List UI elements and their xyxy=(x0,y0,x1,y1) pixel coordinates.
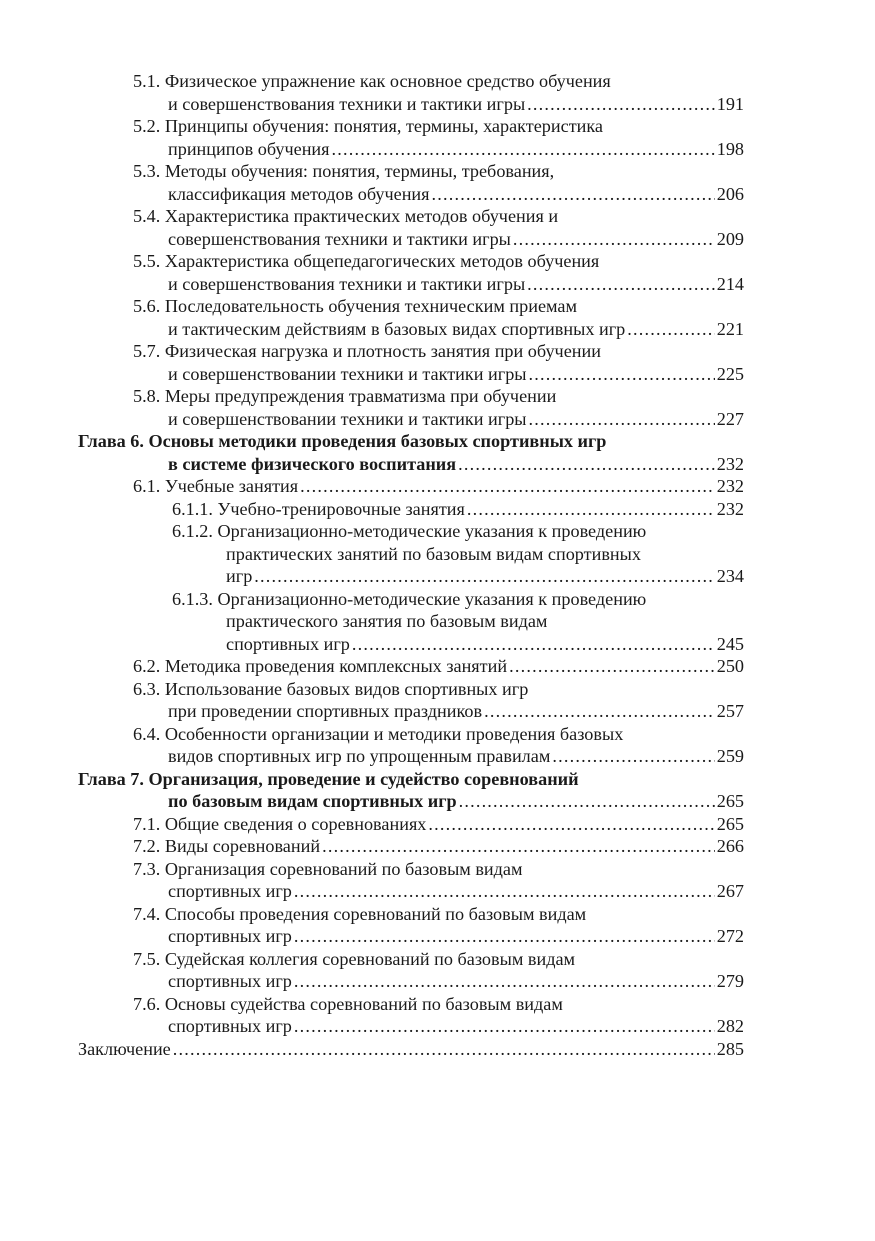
toc-line xyxy=(168,970,744,993)
toc-line xyxy=(226,633,744,656)
toc-line xyxy=(133,835,744,858)
toc-entry-number: 7.1. xyxy=(133,813,161,834)
toc-entry-number: 5.4. xyxy=(133,206,161,226)
toc-entry-number: 5.7. xyxy=(133,341,161,361)
toc-line xyxy=(172,520,744,543)
toc-page-number: 250 xyxy=(716,656,744,676)
toc-entry-heading xyxy=(133,251,599,271)
toc-entry xyxy=(0,835,875,858)
toc-line xyxy=(133,295,744,318)
toc-page-number: 272 xyxy=(716,926,744,946)
dot-leader xyxy=(552,745,714,768)
toc-page-number: 285 xyxy=(716,1038,744,1059)
toc-entry-title: Виды соревнований xyxy=(164,836,321,856)
toc-entry-title: видов спортивных игр по упрощенным правилам xyxy=(168,746,551,766)
toc-entry-heading xyxy=(78,431,606,451)
toc-entry-title: Организационно-методические указания к проведению xyxy=(217,521,647,541)
toc-entry-heading xyxy=(133,904,586,924)
toc-page-number: 232 xyxy=(716,498,744,519)
toc-line xyxy=(133,813,744,836)
toc-entry-title: принципов обучения xyxy=(168,138,330,159)
toc-page-number: 259 xyxy=(716,746,744,766)
toc-entry-title: в системе физического воспитания xyxy=(168,453,457,474)
dot-leader xyxy=(432,183,715,206)
toc-entry-title: Способы проведения соревнований по базовым видам xyxy=(164,903,587,924)
toc-entry-heading xyxy=(172,498,465,521)
dot-leader xyxy=(509,655,715,678)
toc-entry xyxy=(0,498,875,521)
toc-page-number: 232 xyxy=(716,476,744,496)
toc-entry-number: 6.3. xyxy=(133,678,161,699)
toc-entry xyxy=(0,858,875,903)
toc-entry-number: Глава 6. xyxy=(78,431,144,451)
dot-leader xyxy=(484,700,715,723)
toc-line xyxy=(133,678,744,701)
toc-page-number: 232 xyxy=(716,453,744,474)
toc-page-number: 209 xyxy=(716,228,744,249)
toc-entry-title: и совершенствовании техники и тактики игры xyxy=(168,363,527,384)
toc-entry-number: 6.1.2. xyxy=(172,521,213,541)
toc-line xyxy=(168,138,744,161)
toc-entry-number: Глава 7. xyxy=(78,768,144,789)
toc-entry-title: спортивных игр xyxy=(168,926,292,946)
toc-entry xyxy=(0,813,875,836)
dot-leader xyxy=(529,408,715,431)
toc-line xyxy=(168,700,744,723)
toc-entry-title: Меры предупреждения травматизма при обучении xyxy=(164,386,557,406)
toc-line xyxy=(133,70,744,93)
toc-entry xyxy=(0,70,875,115)
toc-entry xyxy=(0,588,875,656)
toc-entry-number: 6.1. xyxy=(133,476,161,496)
toc-entry-heading xyxy=(133,475,298,498)
toc-line xyxy=(133,948,744,971)
toc-entry-title: спортивных игр xyxy=(226,633,350,654)
dot-leader xyxy=(428,813,714,836)
toc-page-number: 245 xyxy=(716,633,744,654)
dot-leader xyxy=(173,1038,715,1061)
dot-leader xyxy=(322,835,715,858)
dot-leader xyxy=(527,93,715,116)
toc-line xyxy=(168,183,744,206)
dot-leader xyxy=(529,363,715,386)
toc-line xyxy=(133,160,744,183)
toc-entry-heading xyxy=(133,835,320,858)
toc-entry-title: Общие сведения о соревнованиях xyxy=(164,813,427,834)
toc-page-number: 266 xyxy=(716,836,744,856)
toc-entry-title: Характеристика общепедагогических методов обучения xyxy=(164,251,600,271)
toc-entry-number: 6.1.3. xyxy=(172,588,213,609)
toc-entry-heading xyxy=(172,589,646,609)
toc-entry-heading xyxy=(133,994,563,1014)
toc-entry xyxy=(0,205,875,250)
toc-entry-heading xyxy=(133,949,575,969)
toc-entry-title: Последовательность обучения техническим приемам xyxy=(164,296,577,316)
toc-entry-heading xyxy=(133,206,558,226)
toc-page-number: 206 xyxy=(716,183,744,204)
toc-entry-title: Основы методики проведения базовых спортивных игр xyxy=(148,431,607,451)
toc-line xyxy=(226,610,744,633)
toc-entry-title: и совершенствовании техники и тактики игры xyxy=(168,408,527,429)
toc-line xyxy=(226,543,744,566)
toc-entry xyxy=(0,903,875,948)
toc-entry-heading xyxy=(172,521,646,541)
toc-entry-title: Особенности организации и методики проведения базовых xyxy=(164,723,624,744)
toc-page-number: 265 xyxy=(716,813,744,834)
toc-entry-title: Заключение xyxy=(78,1038,171,1059)
toc-entry-number: 5.6. xyxy=(133,296,161,316)
toc-entry-number: 6.2. xyxy=(133,656,161,676)
dot-leader xyxy=(527,273,715,296)
toc-entry xyxy=(0,520,875,588)
toc-entry-number: 7.3. xyxy=(133,858,161,879)
toc-page-number: 279 xyxy=(716,971,744,991)
dot-leader xyxy=(458,453,715,476)
toc-entry-number: 6.1.1. xyxy=(172,498,213,519)
toc-entry xyxy=(0,250,875,295)
toc-line xyxy=(168,93,744,116)
dot-leader xyxy=(459,790,715,813)
toc-chapter-entry xyxy=(0,768,875,813)
toc-line xyxy=(133,993,744,1016)
toc-entry xyxy=(0,295,875,340)
toc-entry-number: 7.6. xyxy=(133,993,161,1014)
toc-entry-heading xyxy=(133,679,528,699)
dot-leader xyxy=(467,498,715,521)
toc-line xyxy=(168,273,744,296)
toc-entry-title: Основы судейства соревнований по базовым видам xyxy=(164,993,563,1014)
toc-entry-title: и совершенствования техники и тактики игры xyxy=(168,273,526,294)
toc-entry-title: совершенствования техники и тактики игры xyxy=(168,228,511,249)
toc-entry xyxy=(0,1038,875,1061)
toc-line xyxy=(133,250,744,273)
dot-leader xyxy=(294,970,715,993)
toc-entry-title: игр xyxy=(226,566,253,586)
dot-leader xyxy=(627,318,714,341)
toc-page-number: 221 xyxy=(716,318,744,339)
toc-entry xyxy=(0,655,875,678)
toc-line xyxy=(168,790,744,813)
toc-entry-title: Методы обучения: понятия, термины, требования, xyxy=(164,161,555,181)
toc-entry xyxy=(0,385,875,430)
toc-line xyxy=(226,565,744,588)
toc-entry-title: Учебные занятия xyxy=(164,476,299,496)
toc-entry-title: по базовым видам спортивных игр xyxy=(168,791,457,811)
toc-entry-heading xyxy=(133,859,523,879)
dot-leader xyxy=(513,228,715,251)
toc-entry-title: спортивных игр xyxy=(168,881,292,901)
toc-entry-number: 5.1. xyxy=(133,71,161,91)
toc-line xyxy=(133,340,744,363)
toc-entry-title: Организационно-методические указания к проведению xyxy=(217,588,647,609)
toc-line xyxy=(168,363,744,386)
toc-entry xyxy=(0,115,875,160)
dot-leader xyxy=(294,925,715,948)
toc-line xyxy=(133,903,744,926)
toc-entry-number: 5.8. xyxy=(133,386,161,406)
toc-page-number: 214 xyxy=(716,273,744,294)
toc-entry-title: спортивных игр xyxy=(168,971,292,991)
toc-entry-title: и совершенствования техники и тактики игры xyxy=(168,93,526,114)
toc-page-number: 265 xyxy=(716,791,744,811)
toc-entry-heading xyxy=(133,161,554,181)
dot-leader xyxy=(294,880,715,903)
dot-leader xyxy=(332,138,715,161)
toc-entry-number: 6.4. xyxy=(133,723,161,744)
dot-leader xyxy=(352,633,715,656)
toc-entry-title: Судейская коллегия соревнований по базовым видам xyxy=(164,948,576,969)
toc-page-number: 282 xyxy=(716,1016,744,1036)
toc-line xyxy=(168,745,744,768)
toc-entry-heading xyxy=(133,813,426,836)
toc-line xyxy=(133,655,744,678)
toc-line xyxy=(133,115,744,138)
toc-entry xyxy=(0,160,875,205)
toc-line xyxy=(172,588,744,611)
dot-leader xyxy=(294,1015,715,1038)
toc-chapter-entry xyxy=(0,430,875,475)
dot-leader xyxy=(300,475,715,498)
toc-line xyxy=(78,1038,744,1061)
toc-page-number: 198 xyxy=(716,138,744,159)
toc-entry-title: Методика проведения комплексных занятий xyxy=(164,656,508,676)
toc-line xyxy=(168,1015,744,1038)
toc-entry xyxy=(0,678,875,723)
toc-line xyxy=(133,723,744,746)
toc-entry-heading xyxy=(78,769,579,789)
toc-page-number: 234 xyxy=(716,566,744,586)
toc-line xyxy=(133,858,744,881)
toc-entry-title: Использование базовых видов спортивных игр xyxy=(164,678,529,699)
toc-line xyxy=(168,228,744,251)
toc-page-number: 257 xyxy=(716,701,744,721)
toc-entry-title: Физическая нагрузка и плотность занятия при обучении xyxy=(164,341,601,361)
toc-line xyxy=(168,880,744,903)
toc-entry xyxy=(0,340,875,385)
toc-entry xyxy=(0,475,875,498)
toc-entry-title: Характеристика практических методов обучения и xyxy=(164,206,559,226)
toc-entry-number: 5.3. xyxy=(133,161,161,181)
toc-entry-number: 7.4. xyxy=(133,903,161,924)
toc-page-number: 227 xyxy=(716,408,744,429)
toc-page-number: 191 xyxy=(716,93,744,114)
toc-entry-title: Принципы обучения: понятия, термины, характеристика xyxy=(164,116,604,136)
toc-entry-number: 5.2. xyxy=(133,116,161,136)
toc-entry-title: классификация методов обучения xyxy=(168,183,430,204)
toc-entry-heading xyxy=(133,341,601,361)
toc-entry-title: Физическое упражнение как основное средство обучения xyxy=(164,71,611,91)
toc-entry-title: и тактическим действиям в базовых видах спортивных игр xyxy=(168,318,626,339)
toc-entry-heading xyxy=(133,71,611,91)
toc-page-number: 225 xyxy=(716,363,744,384)
toc-entry-number: 7.5. xyxy=(133,948,161,969)
toc-line xyxy=(133,475,744,498)
toc-line xyxy=(78,430,744,453)
toc-line xyxy=(133,385,744,408)
toc-entry-title: практических занятий по базовым видам спортивных xyxy=(226,543,641,564)
toc-entry-number: 5.5. xyxy=(133,251,161,271)
dot-leader xyxy=(254,565,714,588)
toc-entry-title: практического занятия по базовым видам xyxy=(226,611,548,631)
toc-entry xyxy=(0,993,875,1038)
toc-entry-number: 7.2. xyxy=(133,836,161,856)
toc-entry-heading xyxy=(133,116,603,136)
toc-page-number: 267 xyxy=(716,881,744,901)
toc-line xyxy=(172,498,744,521)
toc-entry-heading xyxy=(133,386,556,406)
toc-entry-title: спортивных игр xyxy=(168,1016,292,1036)
toc-entry xyxy=(0,723,875,768)
toc-line xyxy=(168,408,744,431)
toc-entry-title: при проведении спортивных праздников xyxy=(168,701,483,721)
toc-line xyxy=(78,768,744,791)
toc-entry-heading xyxy=(133,655,507,678)
toc-entry-title: Учебно-тренировочные занятия xyxy=(217,498,465,519)
toc-line xyxy=(133,205,744,228)
toc-entry-title: Организация, проведение и судейство соревнований xyxy=(148,768,579,789)
toc-entry-title: Организация соревнований по базовым видам xyxy=(164,858,523,879)
toc-entry-heading xyxy=(133,724,623,744)
toc-line xyxy=(168,453,744,476)
table-of-contents xyxy=(0,70,875,1060)
toc-line xyxy=(168,318,744,341)
toc-entry-heading xyxy=(133,296,577,316)
toc-entry xyxy=(0,948,875,993)
toc-line xyxy=(168,925,744,948)
